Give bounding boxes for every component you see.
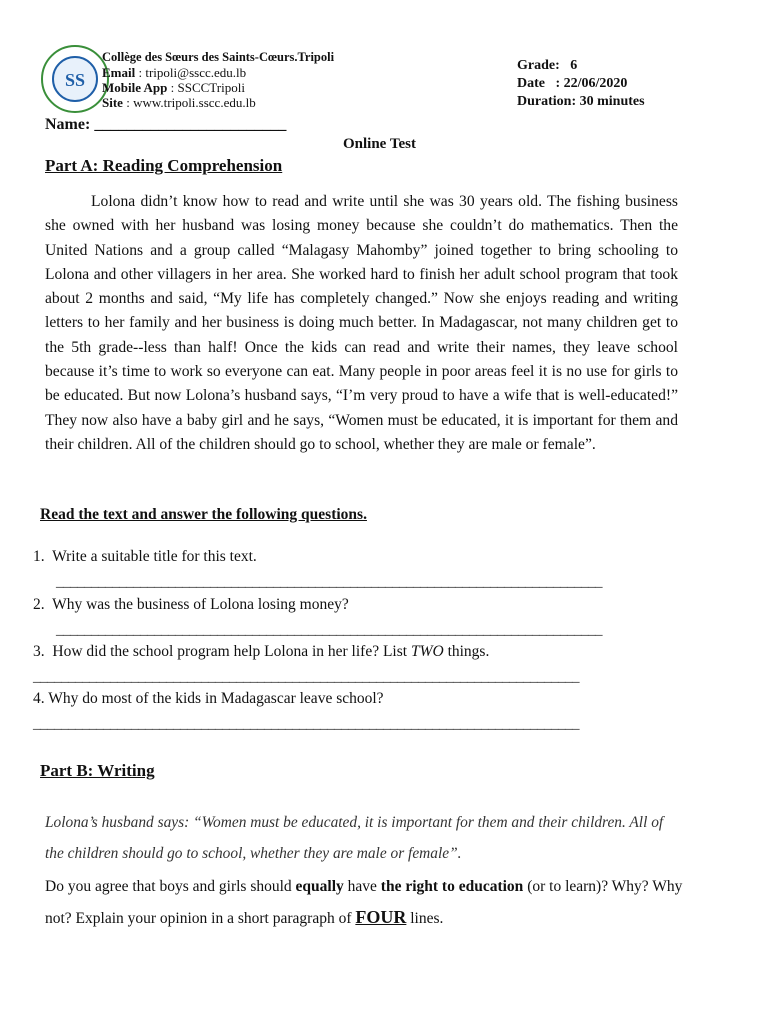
- answer-line-1[interactable]: ______________________________________________________________________________: [56, 574, 602, 590]
- husband-quote: Lolona’s husband says: “Women must be educated, it is important for them and their children. All of the children should go to school, whether they are male or female”.: [45, 814, 664, 862]
- app-label: Mobile App: [102, 80, 168, 95]
- test-meta: [517, 57, 645, 111]
- writing-prompt: [45, 871, 695, 934]
- answer-line-2[interactable]: ______________________________________________________________________________: [56, 622, 602, 638]
- part-a-heading: Part A: Reading Comprehension: [45, 156, 283, 175]
- instruction: Read the text and answer the following questions.: [40, 506, 367, 523]
- question-number: 4.: [33, 690, 45, 707]
- email-value: : tripoli@sscc.edu.lb: [135, 65, 247, 80]
- answer-line-4[interactable]: ______________________________________________________________________________: [33, 716, 579, 732]
- site-line: [102, 95, 334, 110]
- reading-passage: Lolona didn’t know how to read and write until she was 30 years old. The fishing business she owned with her husband was losing money because she couldn’t do mathematics. Then the United Nations and a group called “Malagasy Mahomby” joined together to bring schooling to Lolona and other villagers in her area. She worked hard to finish her adult school program that took about 2 months and said, “My life has completely changed.” Now she enjoys reading and writing letters to her family and her business is doing much better. In Madagascar, not many children get to the 5th grade--less than half! Once the kids can read and write their names, they leave school because it’s time to work so everyone can eat. Many people in poor areas feel it is no use for girls to be educated. But now Lolona’s husband says, “I’m very proud to have a wife that is well-educated!” They now also have a baby girl and he says, “Women must be educated, it is important for them and their children. All of the children should go to school, whether they are male or female”.: [45, 193, 678, 453]
- question-number: 3.: [33, 643, 45, 660]
- answer-line-3[interactable]: ______________________________________________________________________________: [33, 669, 579, 685]
- site-label: Site: [102, 95, 123, 110]
- name-field[interactable]: Name: ________________________: [45, 116, 287, 133]
- email-label: Email: [102, 65, 136, 80]
- prompt-text-2: have: [343, 878, 381, 895]
- question-text-emphasis: TWO: [410, 643, 444, 660]
- question-text-end: things.: [443, 643, 490, 660]
- school-logo: [40, 44, 110, 114]
- site-value: : www.tripoli.sscc.edu.lb: [122, 95, 256, 110]
- app-line: [102, 80, 334, 95]
- prompt-emphasis-right: the right to education: [380, 878, 524, 895]
- question-1: [33, 548, 257, 566]
- test-title: Online Test: [343, 136, 416, 152]
- question-text: Write a suitable title for this text.: [52, 548, 257, 565]
- logo-letters: SS: [64, 70, 86, 90]
- prompt-emphasis-equally: equally: [295, 878, 344, 895]
- part-b-heading: Part B: Writing: [40, 761, 155, 780]
- date-text: Date : 22/06/2020: [517, 76, 628, 91]
- question-text: Why do most of the kids in Madagascar leave school?: [48, 690, 384, 707]
- question-2: [33, 596, 349, 614]
- grade-text: Grade: 6: [517, 58, 578, 73]
- duration-text: Duration: 30 minutes: [517, 94, 645, 109]
- question-number: 2.: [33, 596, 45, 613]
- school-info: [102, 50, 334, 110]
- prompt-text-3: (or to learn)? Why? Why not? Explain your opinion in a short paragraph of: [45, 878, 687, 927]
- question-number: 1.: [33, 548, 45, 565]
- prompt-emphasis-four: FOUR: [355, 907, 407, 927]
- question-3: [33, 643, 489, 661]
- prompt-text-1: Do you agree that boys and girls should: [45, 878, 296, 895]
- question-text-start: How did the school program help Lolona in her life? List: [52, 643, 411, 660]
- prompt-text-4: lines.: [406, 910, 444, 927]
- question-4: [33, 690, 384, 708]
- app-value: : SSCCTripoli: [167, 80, 245, 95]
- email-line: [102, 65, 334, 80]
- question-text: Why was the business of Lolona losing money?: [52, 596, 349, 613]
- school-name: Collège des Sœurs des Saints-Cœurs.Tripoli: [102, 50, 335, 64]
